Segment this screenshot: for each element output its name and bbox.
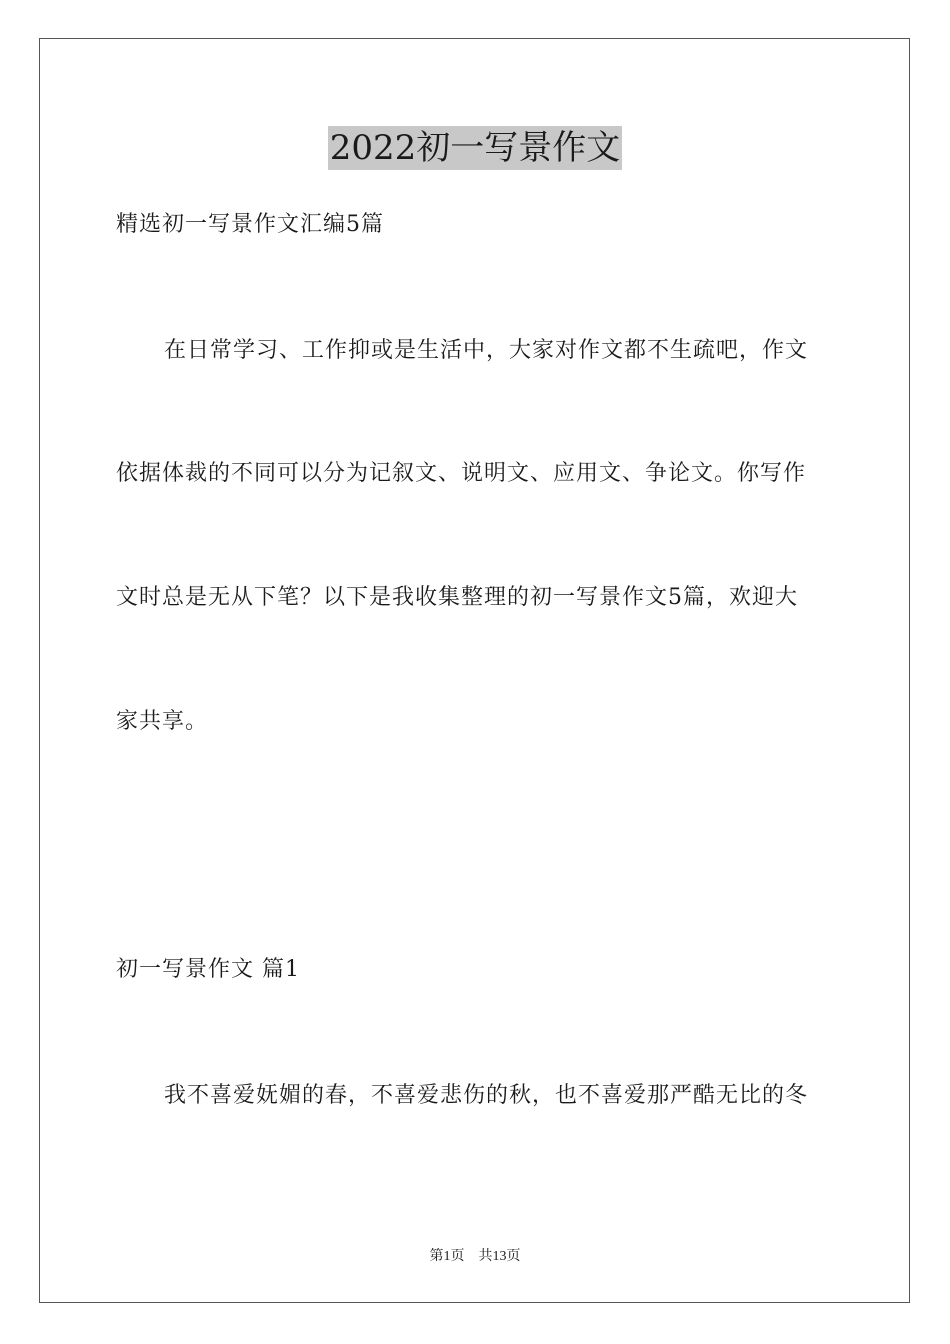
section-paragraph-line-1: 我不喜爱妩媚的春，不喜爱悲伤的秋，也不喜爱那严酷无比的冬 — [164, 1083, 809, 1108]
page-footer — [0, 1248, 950, 1266]
page-number: 第1页 — [429, 1249, 465, 1264]
intro-paragraph-line-2: 依据体裁的不同可以分为记叙文、说明文、应用文、争论文。你写作 — [116, 461, 807, 486]
section-heading: 初一写景作文 篇1 — [116, 957, 300, 982]
document-subtitle: 精选初一写景作文汇编5篇 — [116, 212, 384, 237]
intro-paragraph-line-1: 在日常学习、工作抑或是生活中，大家对作文都不生疏吧，作文 — [164, 338, 809, 363]
intro-paragraph-line-3: 文时总是无从下笔？以下是我收集整理的初一写景作文5篇，欢迎大 — [116, 585, 798, 610]
document-title — [0, 126, 950, 170]
page-total: 共13页 — [478, 1249, 521, 1264]
document-title-text: 2022初一写景作文 — [329, 128, 621, 168]
intro-paragraph-line-4: 家共享。 — [116, 709, 209, 734]
